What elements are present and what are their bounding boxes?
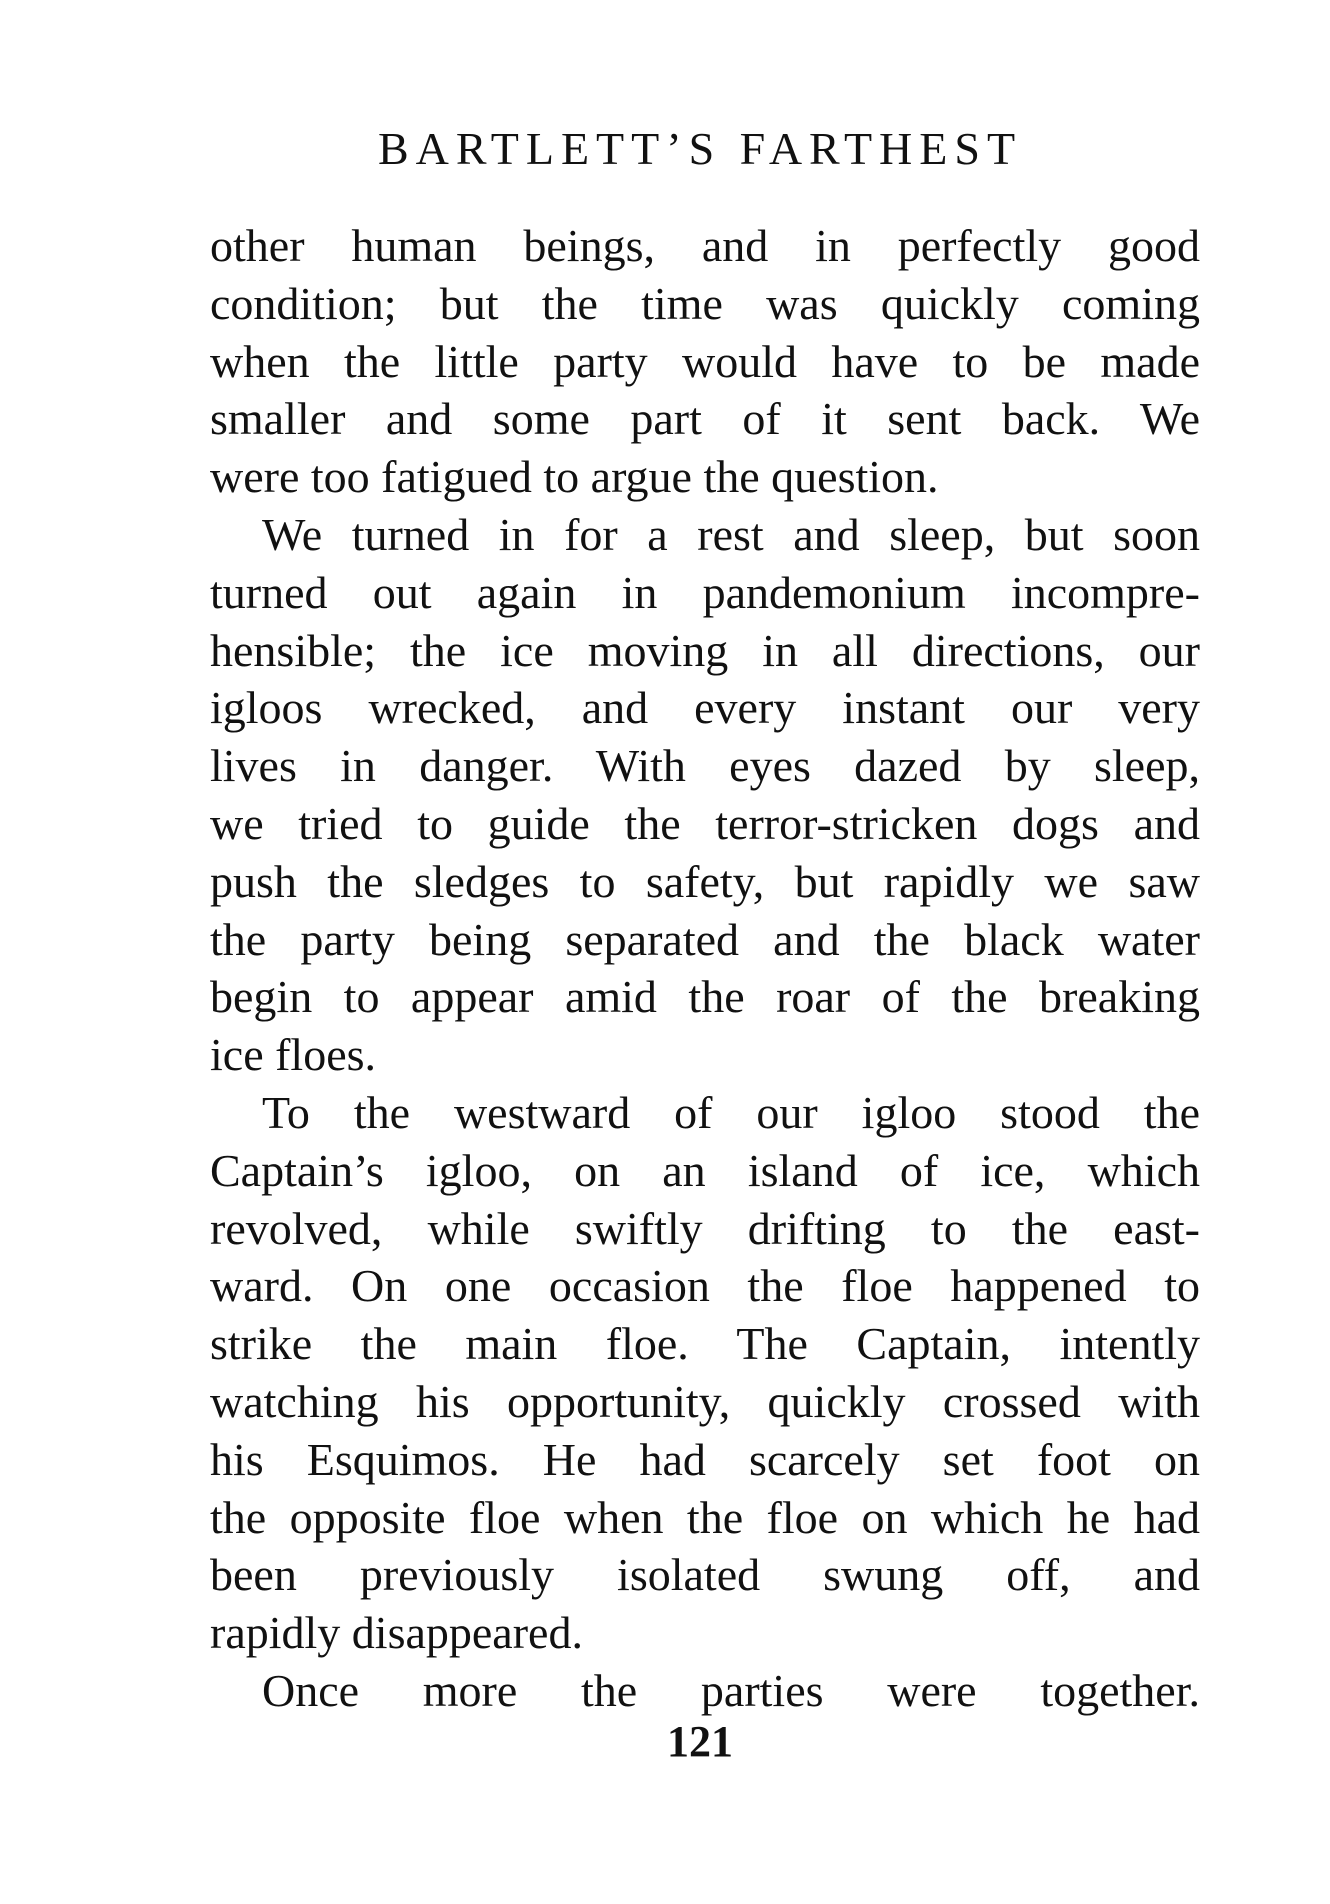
text-line: we tried to guide the terror-stricken dogs and bbox=[210, 797, 1200, 849]
paragraph-start-line: We turned in for a rest and sleep, but soon bbox=[262, 508, 1200, 560]
text-line: other human beings, and in perfectly good bbox=[210, 220, 1200, 271]
text-line: turned out again in pandemonium incompre- bbox=[210, 566, 1200, 618]
text-line: strike the main floe. The Captain, intently bbox=[210, 1318, 1200, 1370]
text-line: ice floes. bbox=[210, 1029, 377, 1081]
page-number: 121 bbox=[667, 1717, 733, 1766]
text-line: were too fatigued to argue the question. bbox=[210, 451, 939, 503]
text-line: revolved, while swiftly drifting to the east- bbox=[210, 1202, 1200, 1254]
text-line: his Esquimos. He had scarcely set foot on bbox=[210, 1433, 1200, 1485]
text-line: the party being separated and the black water bbox=[210, 913, 1200, 965]
text-line: watching his opportunity, quickly crossed with bbox=[210, 1375, 1200, 1427]
text-line: smaller and some part of it sent back. We bbox=[210, 393, 1200, 445]
text-line: the opposite floe when the floe on which he had bbox=[210, 1491, 1200, 1543]
text-line: lives in danger. With eyes dazed by sleep, bbox=[210, 740, 1200, 792]
text-line: hensible; the ice moving in all directions, our bbox=[210, 624, 1200, 676]
text-line: push the sledges to safety, but rapidly we saw bbox=[210, 855, 1200, 907]
running-head: BARTLETT’S FARTHEST bbox=[377, 123, 1023, 174]
text-line: when the little party would have to be made bbox=[210, 335, 1200, 387]
text-line: been previously isolated swung off, and bbox=[210, 1549, 1200, 1601]
paragraph-start-line: Once more the parties were together. bbox=[262, 1664, 1200, 1716]
text-line: igloos wrecked, and every instant our very bbox=[210, 682, 1200, 734]
text-line: rapidly disappeared. bbox=[210, 1607, 583, 1659]
text-line: begin to appear amid the roar of the breaking bbox=[210, 971, 1200, 1023]
text-line: condition; but the time was quickly coming bbox=[210, 277, 1200, 329]
text-line: ward. On one occasion the floe happened to bbox=[210, 1260, 1200, 1312]
body-text bbox=[210, 217, 1200, 1720]
paragraph-start-line: To the westward of our igloo stood the bbox=[262, 1086, 1200, 1138]
text-line: Captain’s igloo, on an island of ice, which bbox=[210, 1144, 1200, 1196]
